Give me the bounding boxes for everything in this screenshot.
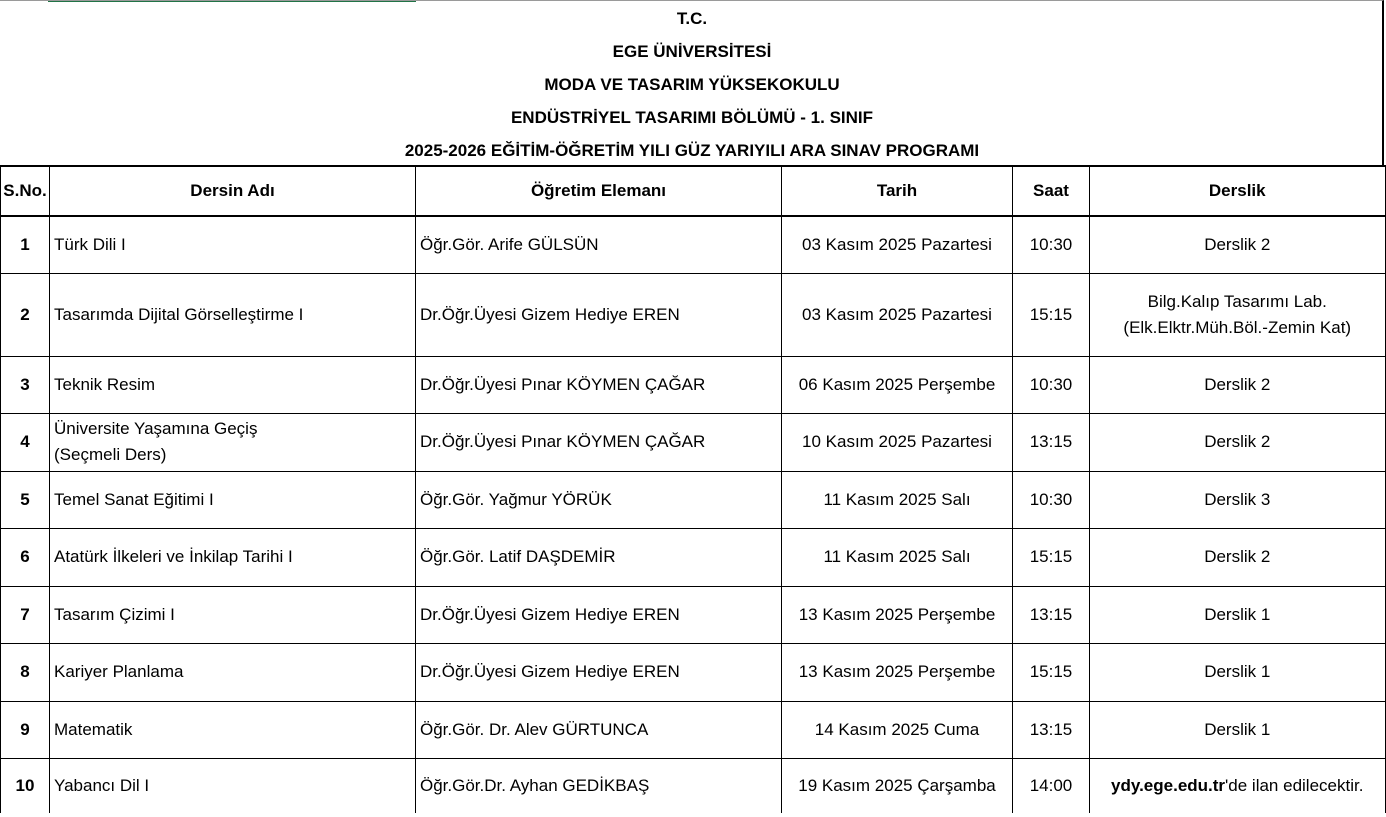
exam-date: 14 Kasım 2025 Cuma [782, 701, 1013, 758]
course-name [50, 471, 416, 528]
course-name [50, 528, 416, 586]
exam-date: 06 Kasım 2025 Perşembe [782, 356, 1013, 413]
exam-time: 10:30 [1013, 216, 1090, 273]
row-number: 1 [1, 216, 50, 273]
table-row [1, 528, 1386, 586]
course-name [50, 701, 416, 758]
exam-schedule-table [0, 165, 1386, 813]
course-name-line: Yabancı Dil I [54, 775, 150, 795]
exam-time: 13:15 [1013, 586, 1090, 643]
exam-time: 15:15 [1013, 643, 1090, 701]
table-row [1, 216, 1386, 273]
row-number: 7 [1, 586, 50, 643]
instructor-name: Dr.Öğr.Üyesi Gizem Hediye EREN [416, 273, 782, 356]
exam-date: 11 Kasım 2025 Salı [782, 471, 1013, 528]
instructor-name: Öğr.Gör. Yağmur YÖRÜK [416, 471, 782, 528]
course-name [50, 643, 416, 701]
column-header-time: Saat [1013, 166, 1090, 216]
room-name-line: Derslik 2 [1204, 234, 1271, 254]
course-name [50, 216, 416, 273]
exam-time: 13:15 [1013, 413, 1090, 471]
exam-date: 19 Kasım 2025 Çarşamba [782, 758, 1013, 813]
room-name-line: Bilg.Kalıp Tasarımı Lab. [1147, 291, 1327, 311]
room-name-line: Derslik 1 [1204, 719, 1271, 739]
row-number: 8 [1, 643, 50, 701]
course-name-line: Kariyer Planlama [54, 662, 184, 681]
course-name-line: Atatürk İlkeleri ve İnkilap Tarihi I [54, 547, 293, 566]
course-name-line: Üniversite Yaşamına Geçiş [54, 419, 258, 438]
table-row [1, 471, 1386, 528]
course-name-line: Temel Sanat Eğitimi I [54, 489, 214, 509]
table-row [1, 701, 1386, 758]
exam-room [1090, 643, 1386, 701]
table-header-row [1, 166, 1386, 216]
header-university: EGE ÜNİVERSİTESİ [612, 42, 772, 61]
exam-time: 14:00 [1013, 758, 1090, 813]
exam-room [1090, 273, 1386, 356]
instructor-name: Öğr.Gör. Arife GÜLSÜN [416, 216, 782, 273]
table-row [1, 413, 1386, 471]
course-name [50, 273, 416, 356]
instructor-name: Dr.Öğr.Üyesi Gizem Hediye EREN [416, 586, 782, 643]
room-name-line: Derslik 2 [1204, 432, 1271, 451]
course-name-line: Matematik [54, 719, 133, 739]
instructor-name: Dr.Öğr.Üyesi Pınar KÖYMEN ÇAĞAR [416, 413, 782, 471]
exam-room [1090, 471, 1386, 528]
exam-time: 10:30 [1013, 471, 1090, 528]
exam-room [1090, 701, 1386, 758]
column-header-date: Tarih [782, 166, 1013, 216]
room-note-text: 'de ilan edilecektir. [1225, 775, 1364, 795]
row-number: 6 [1, 528, 50, 586]
table-row [1, 356, 1386, 413]
course-name-note: (Seçmeli Ders) [54, 445, 167, 464]
exam-time: 15:15 [1013, 273, 1090, 356]
exam-time: 13:15 [1013, 701, 1090, 758]
course-name-line: Tasarım Çizimi I [54, 604, 175, 624]
course-name [50, 586, 416, 643]
header-program-title: 2025-2026 EĞİTİM-ÖĞRETİM YILI GÜZ YARIYILI ARA SINAV PROGRAMI [404, 141, 980, 160]
exam-date: 10 Kasım 2025 Pazartesi [782, 413, 1013, 471]
course-name-line: Teknik Resim [54, 374, 156, 394]
column-header-room: Derslik [1090, 166, 1386, 216]
exam-time: 15:15 [1013, 528, 1090, 586]
row-number: 3 [1, 356, 50, 413]
instructor-name: Dr.Öğr.Üyesi Gizem Hediye EREN [416, 643, 782, 701]
document-header [0, 0, 1384, 165]
instructor-name: Öğr.Gör. Latif DAŞDEMİR [416, 528, 782, 586]
room-name-line: Derslik 1 [1204, 604, 1271, 624]
exam-date: 13 Kasım 2025 Perşembe [782, 643, 1013, 701]
course-name-line: Tasarımda Dijital Görselleştirme I [54, 304, 304, 324]
exam-room [1090, 356, 1386, 413]
room-location-line: (Elk.Elktr.Müh.Böl.-Zemin Kat) [1123, 317, 1352, 337]
room-name-line: Derslik 2 [1204, 374, 1271, 394]
column-header-course: Dersin Adı [50, 166, 416, 216]
exam-room [1090, 758, 1386, 813]
exam-room [1090, 413, 1386, 471]
course-name [50, 758, 416, 813]
room-name-line: Derslik 3 [1204, 489, 1271, 509]
table-row [1, 273, 1386, 356]
room-link-text: ydy.ege.edu.tr [1111, 775, 1226, 795]
course-name [50, 413, 416, 471]
room-name-line: Derslik 2 [1204, 547, 1271, 566]
exam-room [1090, 528, 1386, 586]
row-number: 4 [1, 413, 50, 471]
exam-room [1090, 216, 1386, 273]
column-header-no: S.No. [1, 166, 50, 216]
exam-date: 13 Kasım 2025 Perşembe [782, 586, 1013, 643]
exam-date: 11 Kasım 2025 Salı [782, 528, 1013, 586]
row-number: 9 [1, 701, 50, 758]
instructor-name: Öğr.Gör.Dr. Ayhan GEDİKBAŞ [416, 758, 782, 813]
course-name-line: Türk Dili I [54, 234, 126, 254]
column-header-teacher: Öğretim Elemanı [416, 166, 782, 216]
exam-date: 03 Kasım 2025 Pazartesi [782, 273, 1013, 356]
exam-time: 10:30 [1013, 356, 1090, 413]
header-tc: T.C. [676, 9, 708, 28]
course-name [50, 356, 416, 413]
instructor-name: Öğr.Gör. Dr. Alev GÜRTUNCA [416, 701, 782, 758]
row-number: 10 [1, 758, 50, 813]
header-school: MODA VE TASARIM YÜKSEKOKULU [544, 75, 840, 94]
instructor-name: Dr.Öğr.Üyesi Pınar KÖYMEN ÇAĞAR [416, 356, 782, 413]
exam-room [1090, 586, 1386, 643]
exam-date: 03 Kasım 2025 Pazartesi [782, 216, 1013, 273]
room-name-line: Derslik 1 [1204, 662, 1271, 681]
table-row [1, 586, 1386, 643]
row-number: 2 [1, 273, 50, 356]
table-row [1, 643, 1386, 701]
table-row [1, 758, 1386, 813]
row-number: 5 [1, 471, 50, 528]
header-department: ENDÜSTRİYEL TASARIMI BÖLÜMÜ - 1. SINIF [510, 108, 874, 127]
